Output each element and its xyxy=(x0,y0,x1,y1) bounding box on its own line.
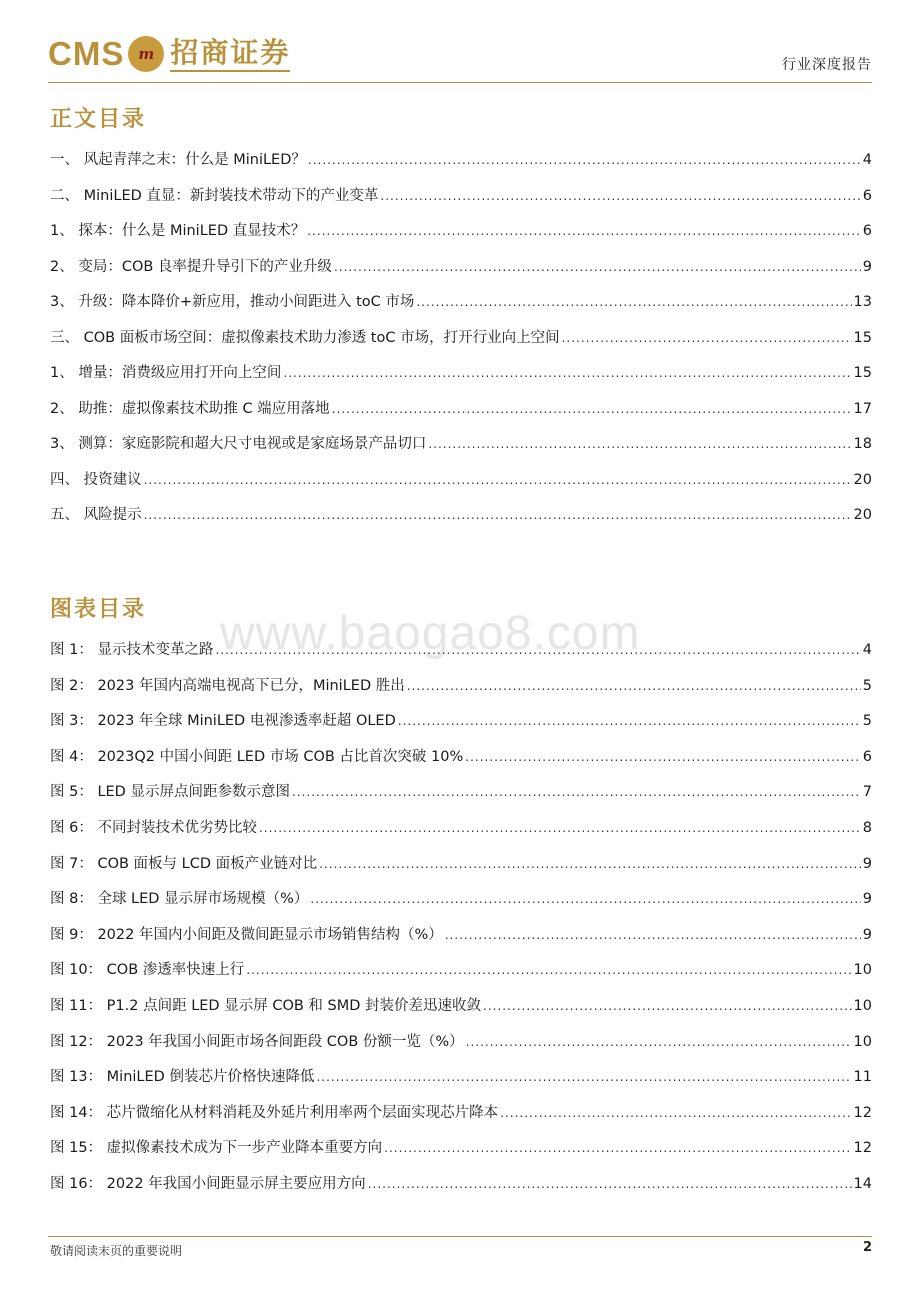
figure-entry[interactable] xyxy=(50,745,872,781)
toc-entry[interactable] xyxy=(50,219,872,255)
toc-entry[interactable] xyxy=(50,148,872,184)
figure-entry-page: 5 xyxy=(862,677,872,694)
figure-entry-page: 11 xyxy=(853,1069,872,1086)
figure-entry-label: 图 5： LED 显示屏点间距参数示意图 xyxy=(50,784,290,801)
figure-entry-page: 10 xyxy=(853,997,872,1014)
toc-title: 正文目录 xyxy=(50,106,147,132)
toc-entry-page: 20 xyxy=(853,471,872,488)
toc-entry-page: 20 xyxy=(853,507,872,523)
page-number: 2 xyxy=(862,1240,872,1255)
figure-entry[interactable] xyxy=(50,709,872,745)
toc-entry[interactable] xyxy=(50,361,872,397)
figure-entry[interactable] xyxy=(50,1136,872,1172)
footer-divider xyxy=(48,1236,872,1237)
figure-entry-label: 图 11： P1.2 点间距 LED 显示屏 COB 和 SMD 封装价差迅速收敛 xyxy=(50,997,482,1014)
toc-entry-label: 三、 COB 面板市场空间：虚拟像素技术助力渗透 toC 市场，打开行业向上空间 xyxy=(50,329,560,346)
figure-entry[interactable] xyxy=(50,780,872,816)
figure-entry-label: 图 16： 2022 年我国小间距显示屏主要应用方向 xyxy=(50,1175,366,1192)
dot-leader xyxy=(144,473,852,487)
dot-leader xyxy=(144,508,852,522)
toc-entry-label: 二、 MiniLED 直显：新封装技术带动下的产业变革 xyxy=(50,187,379,204)
figure-entry[interactable] xyxy=(50,1101,872,1137)
dot-leader xyxy=(310,892,860,906)
logo-cms-text: CMS xyxy=(48,35,125,72)
toc-entry-label: 1、 增量：消费级应用打开向上空间 xyxy=(50,365,282,381)
figures-list xyxy=(50,638,872,1208)
figure-entry[interactable] xyxy=(50,994,872,1030)
toc-entry[interactable] xyxy=(50,503,872,539)
figure-entry[interactable] xyxy=(50,1065,872,1101)
header-divider xyxy=(48,82,872,83)
toc-entry-label: 3、 升级：降本降价+新应用，推动小间距进入 toC 市场 xyxy=(50,294,415,310)
toc-entry[interactable] xyxy=(50,326,872,362)
toc-entry-page: 15 xyxy=(853,365,872,381)
dot-leader xyxy=(416,295,851,309)
report-type: 行业深度报告 xyxy=(782,57,872,73)
figure-entry-label: 图 14： 芯片微缩化从材料消耗及外延片利用率两个层面实现芯片降本 xyxy=(50,1104,499,1121)
dot-leader xyxy=(334,260,861,274)
figure-entry-label: 图 3： 2023 年全球 MiniLED 电视渗透率赶超 OLED xyxy=(50,713,396,730)
toc-entry-label: 2、 助推：虚拟像素技术助推 C 端应用落地 xyxy=(50,400,330,417)
figure-entry-page: 8 xyxy=(862,819,872,836)
dot-leader xyxy=(292,785,861,799)
figure-entry-label: 图 4： 2023Q2 中国小间距 LED 市场 COB 占比首次突破 10% xyxy=(50,748,464,765)
figure-entry-label: 图 8： 全球 LED 显示屏市场规模（%） xyxy=(50,891,309,908)
dot-leader xyxy=(259,821,861,835)
figure-entry-page: 7 xyxy=(862,784,872,801)
figure-entry-page: 14 xyxy=(853,1175,872,1192)
dot-leader xyxy=(445,928,861,942)
dot-leader xyxy=(500,1106,851,1120)
dot-leader xyxy=(398,714,861,728)
dot-leader xyxy=(246,963,851,977)
company-name: 招商证券 xyxy=(170,36,290,72)
dot-leader xyxy=(407,679,861,693)
toc-entry[interactable] xyxy=(50,468,872,504)
toc-entry-page: 17 xyxy=(853,400,872,417)
dot-leader xyxy=(316,1070,851,1084)
toc-entry-label: 一、 风起青萍之末：什么是 MiniLED？ xyxy=(50,152,306,168)
figure-entry-page: 9 xyxy=(862,891,872,908)
page-header xyxy=(48,30,872,82)
toc-entry-page: 13 xyxy=(853,294,872,310)
figure-entry-label: 图 13： MiniLED 倒装芯片价格快速降低 xyxy=(50,1069,315,1086)
toc-entry-page: 9 xyxy=(862,258,872,275)
figure-entry[interactable] xyxy=(50,816,872,852)
figure-entry[interactable] xyxy=(50,1030,872,1066)
toc-entry-page: 4 xyxy=(862,152,872,168)
figure-entry-label: 图 1： 显示技术变革之路 xyxy=(50,642,214,658)
figure-entry-label: 图 9： 2022 年国内小间距及微间距显示市场销售结构（%） xyxy=(50,926,443,943)
toc-entry-page: 6 xyxy=(862,187,872,204)
dot-leader xyxy=(384,1141,851,1155)
figure-entry-label: 图 12： 2023 年我国小间距市场各间距段 COB 份额一览（%） xyxy=(50,1033,464,1050)
cms-logo xyxy=(48,32,290,76)
figure-entry-page: 5 xyxy=(862,713,872,730)
toc-entry[interactable] xyxy=(50,255,872,291)
dot-leader xyxy=(283,366,851,380)
figure-entry-label: 图 15： 虚拟像素技术成为下一步产业降本重要方向 xyxy=(50,1140,383,1157)
toc-entry-page: 6 xyxy=(862,223,872,239)
dot-leader xyxy=(483,999,852,1013)
figure-entry-page: 12 xyxy=(853,1140,872,1157)
dot-leader xyxy=(308,153,861,167)
logo-mark-glyph: m xyxy=(138,45,155,63)
watermark: www.baogao8.com xyxy=(220,607,641,660)
figure-entry-page: 12 xyxy=(853,1104,872,1121)
toc-entry-label: 五、 风险提示 xyxy=(50,507,142,523)
toc-entry-label: 1、 探本：什么是 MiniLED 直显技术？ xyxy=(50,223,306,239)
figure-entry-page: 10 xyxy=(853,962,872,979)
figure-entry-page: 9 xyxy=(862,855,872,872)
figure-entry[interactable] xyxy=(50,958,872,994)
contents-list xyxy=(50,148,872,539)
toc-entry-page: 15 xyxy=(853,329,872,346)
figure-entry-label: 图 2： 2023 年国内高端电视高下已分，MiniLED 胜出 xyxy=(50,677,405,694)
figure-entry-page: 4 xyxy=(862,642,872,658)
dot-leader xyxy=(466,1035,852,1049)
dot-leader xyxy=(319,857,861,871)
toc-entry-page: 18 xyxy=(853,436,872,452)
figure-entry[interactable] xyxy=(50,852,872,888)
figure-entry[interactable] xyxy=(50,887,872,923)
figure-entry[interactable] xyxy=(50,674,872,710)
dot-leader xyxy=(332,402,852,416)
figure-entry[interactable] xyxy=(50,1172,872,1208)
logo-mark-icon xyxy=(128,36,164,72)
dot-leader xyxy=(368,1177,852,1191)
toc-entry[interactable] xyxy=(50,432,872,468)
figure-entry[interactable] xyxy=(50,638,872,674)
figures-title: 图表目录 xyxy=(50,596,147,622)
toc-entry[interactable] xyxy=(50,397,872,433)
figure-entry-label: 图 7： COB 面板与 LCD 面板产业链对比 xyxy=(50,855,318,872)
dot-leader xyxy=(562,331,852,345)
figure-entry-label: 图 10： COB 渗透率快速上行 xyxy=(50,962,245,979)
toc-entry-label: 3、 测算：家庭影院和超大尺寸电视或是家庭场景产品切口 xyxy=(50,436,427,452)
dot-leader xyxy=(307,224,861,238)
figure-entry-label: 图 6： 不同封装技术优劣势比较 xyxy=(50,819,257,836)
toc-entry-label: 四、 投资建议 xyxy=(50,471,142,488)
toc-entry-label: 2、 变局：COB 良率提升导引下的产业升级 xyxy=(50,258,332,275)
figure-entry-page: 9 xyxy=(862,926,872,943)
dot-leader xyxy=(465,750,861,764)
dot-leader xyxy=(380,189,860,203)
toc-entry[interactable] xyxy=(50,184,872,220)
figure-entry[interactable] xyxy=(50,923,872,959)
toc-entry[interactable] xyxy=(50,290,872,326)
figure-entry-page: 6 xyxy=(862,748,872,765)
dot-leader xyxy=(215,643,860,657)
footer-note: 敬请阅读末页的重要说明 xyxy=(50,1244,183,1258)
dot-leader xyxy=(428,437,851,451)
figure-entry-page: 10 xyxy=(853,1033,872,1050)
